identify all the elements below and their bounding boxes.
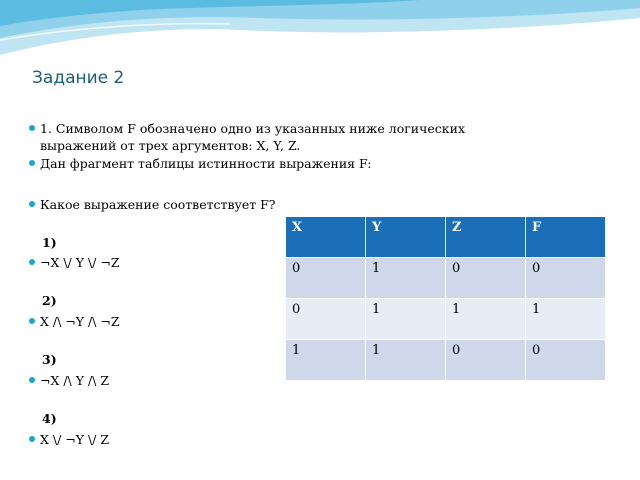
slide-title: Задание 2	[32, 68, 125, 88]
option-text: ¬X /\ Y /\ Z	[40, 373, 110, 388]
header-wave-decoration	[0, 0, 640, 70]
option-text: X \/ ¬Y \/ Z	[40, 432, 110, 447]
column-header-f: F	[526, 217, 606, 258]
bullet-item	[40, 155, 371, 172]
bullet-dot-icon	[29, 125, 35, 131]
bullet-text: Дан фрагмент таблицы истинности выражения F:	[40, 156, 372, 171]
column-header-x: X	[286, 217, 366, 258]
bullet-dot-icon	[29, 318, 35, 324]
bullet-text: Какое выражение соответствует F?	[40, 197, 276, 212]
table-cell: 1	[446, 299, 526, 340]
table-row	[286, 299, 606, 340]
bullet-dot-icon	[29, 259, 35, 265]
bullet-item	[40, 120, 465, 154]
bullet-dot-icon	[29, 201, 35, 207]
option-number: 4)	[42, 411, 57, 426]
option-number: 1)	[42, 235, 57, 250]
option-number: 3)	[42, 352, 57, 367]
table-cell: 0	[526, 258, 606, 299]
option-number: 2)	[42, 293, 57, 308]
option-expression	[40, 313, 120, 330]
bullet-item	[40, 196, 276, 213]
bullet-dot-icon	[29, 436, 35, 442]
table-cell: 1	[366, 299, 446, 340]
option-text: ¬X \/ Y \/ ¬Z	[40, 255, 120, 270]
table-cell: 0	[526, 340, 606, 381]
table-cell: 1	[526, 299, 606, 340]
table-cell: 0	[446, 258, 526, 299]
truth-table	[285, 216, 606, 381]
option-expression	[40, 431, 109, 448]
bullet-dot-icon	[29, 377, 35, 383]
table-cell: 0	[446, 340, 526, 381]
table-cell: 1	[366, 340, 446, 381]
table-row	[286, 340, 606, 381]
column-header-y: Y	[366, 217, 446, 258]
option-expression	[40, 372, 109, 389]
option-expression	[40, 254, 120, 271]
bullet-text: 1. Символом F обозначено одно из указанных ниже логических	[40, 121, 465, 136]
table-header-row	[286, 217, 606, 258]
bullet-dot-icon	[29, 160, 35, 166]
column-header-z: Z	[446, 217, 526, 258]
bullet-text-continued: выражений от трех аргументов: X, Y, Z.	[40, 138, 301, 153]
option-text: X /\ ¬Y /\ ¬Z	[40, 314, 120, 329]
table-row	[286, 258, 606, 299]
table-cell: 1	[286, 340, 366, 381]
table-cell: 1	[366, 258, 446, 299]
table-cell: 0	[286, 299, 366, 340]
table-cell: 0	[286, 258, 366, 299]
